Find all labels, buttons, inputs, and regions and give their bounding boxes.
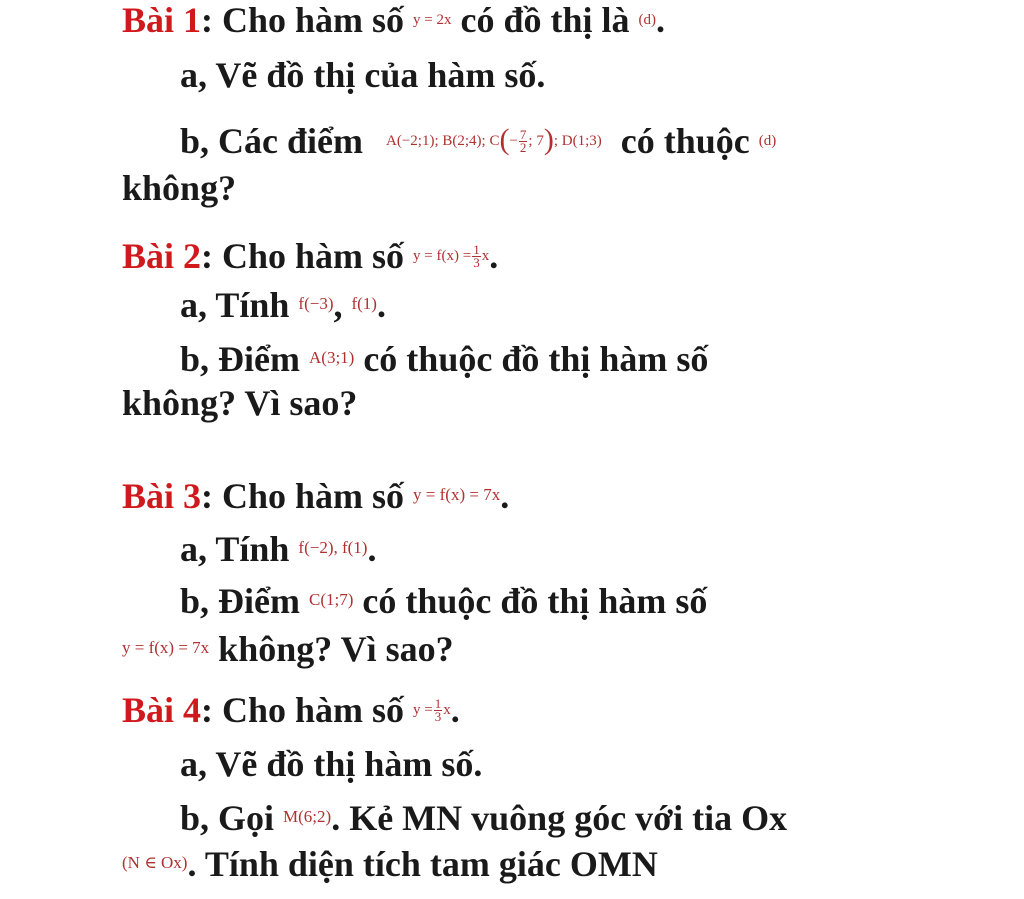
b3-a-math: f(−2), f(1)	[298, 538, 368, 557]
b4-fn-pre: y =	[413, 702, 433, 718]
b3-a-prefix: a, Tính	[180, 529, 290, 569]
b1-frac-den: 2	[519, 140, 527, 156]
b3-function: y = f(x) = 7x	[413, 485, 501, 504]
b3-part-b	[180, 580, 707, 621]
b2-title: Bài 2	[122, 236, 202, 276]
b4-fraction	[434, 698, 443, 723]
b4-frac-num: 1	[434, 696, 442, 712]
b4-intro: : Cho hàm số	[201, 690, 405, 730]
b1-points-ab: A(−2;1); B(2;4); C	[386, 133, 500, 149]
b1-title: Bài 1	[122, 0, 202, 40]
b1-points-d: ; D(1;3)	[553, 133, 602, 149]
b1-frac-num: 7	[519, 127, 527, 143]
b4-c-line	[122, 843, 658, 884]
b2-b-end: không? Vì sao?	[122, 383, 358, 423]
b1-b-end: không?	[122, 168, 237, 208]
b1-part-b	[180, 120, 776, 161]
b1-heading	[122, 0, 665, 40]
b3-b-function: y = f(x) = 7x	[122, 638, 210, 657]
b3-b-prefix: b, Điểm	[180, 581, 300, 621]
b2-fn-post: x	[481, 248, 490, 264]
b1-function: y = 2x	[413, 12, 452, 28]
b4-part-b	[180, 797, 787, 838]
b2-heading	[122, 236, 498, 276]
b4-frac-den: 3	[434, 709, 442, 725]
b2-frac-num: 1	[473, 242, 480, 258]
b2-function	[413, 242, 490, 271]
b2-fn-pre: y = f(x) =	[413, 248, 472, 264]
b3-heading	[122, 475, 509, 516]
b1-points-c: ; 7	[528, 133, 544, 149]
b3-intro: : Cho hàm số	[201, 476, 405, 516]
b2-a-math-1: f(−3)	[298, 294, 334, 313]
b1-dot: .	[656, 0, 666, 40]
b1-mid: có đồ thị là	[460, 0, 630, 40]
b4-part-a: a, Vẽ đồ thị hàm số.	[180, 744, 483, 784]
b2-b-prefix: b, Điểm	[180, 339, 300, 379]
b2-b-math: A(3;1)	[309, 348, 355, 367]
b2-intro: : Cho hàm số	[201, 236, 405, 276]
b1-intro: : Cho hàm số	[201, 0, 405, 40]
b3-title: Bài 3	[122, 476, 202, 516]
b1-b-prefix: b, Các điểm	[180, 121, 363, 161]
b2-a-prefix: a, Tính	[180, 285, 290, 325]
b4-heading	[122, 690, 460, 730]
b4-dot: .	[450, 690, 460, 730]
b4-title: Bài 4	[122, 690, 202, 730]
b2-a-math-2: f(1)	[351, 294, 377, 313]
b2-b-mid: có thuộc đồ thị hàm số	[363, 339, 709, 379]
b1-fraction	[519, 129, 528, 154]
b2-frac-den: 3	[473, 255, 480, 271]
b1-d-label: (d)	[638, 12, 657, 28]
b3-a-dot: .	[367, 529, 377, 569]
b1-points: A(−2;1); B(2;4); C(− 7 2 ; 7); D(1;3)	[386, 123, 602, 156]
b2-dot: .	[489, 236, 499, 276]
b4-c-end: . Tính diện tích tam giác OMN	[187, 844, 658, 884]
b3-b-end-line	[122, 628, 454, 669]
b2-part-b	[180, 338, 708, 379]
b3-b-math: C(1;7)	[309, 590, 354, 609]
b1-d-label-2: (d)	[758, 133, 777, 149]
b3-dot: .	[500, 476, 510, 516]
b2-a-dot: .	[376, 285, 386, 325]
b3-part-a	[180, 528, 376, 569]
b2-part-a	[180, 284, 386, 325]
b4-c-math: (N ∈ Ox)	[122, 853, 188, 872]
b3-b-mid: có thuộc đồ thị hàm số	[362, 581, 708, 621]
b4-b-prefix: b, Gọi	[180, 798, 275, 838]
b4-b-mid: . Kẻ MN vuông góc với tia Ox	[331, 798, 788, 838]
b4-fn-post: x	[443, 702, 451, 718]
b1-part-a: a, Vẽ đồ thị của hàm số.	[180, 55, 546, 95]
b4-function	[413, 696, 451, 725]
b2-fraction	[472, 244, 481, 269]
b2-a-sep: ,	[333, 285, 343, 325]
b4-b-math: M(6;2)	[283, 807, 332, 826]
b3-b-end: không? Vì sao?	[218, 629, 454, 669]
b1-b-mid: có thuộc	[620, 121, 750, 161]
